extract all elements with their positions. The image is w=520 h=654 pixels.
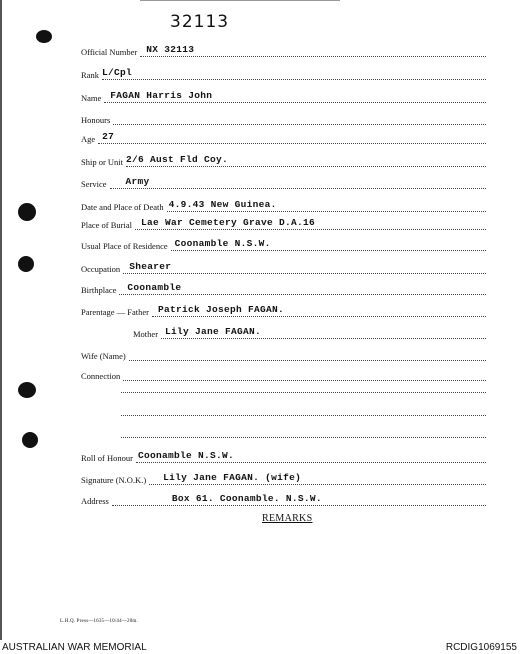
- punch-hole: [22, 432, 38, 448]
- death-value: 4.9.43 New Guinea.: [168, 199, 277, 210]
- death-row: [81, 196, 486, 212]
- field-label: Birthplace: [81, 285, 117, 295]
- age-value: 27: [102, 131, 115, 142]
- punch-hole: [18, 382, 36, 398]
- field-label: Connection: [81, 371, 121, 381]
- field-label: Service: [81, 179, 107, 189]
- handwritten-number: 32113: [170, 12, 230, 32]
- field-label: Parentage — Father: [81, 307, 149, 317]
- connection-row: [81, 365, 486, 381]
- mother-value: Lily Jane FAGAN.: [165, 326, 262, 337]
- official-number-row: [81, 41, 486, 57]
- birthplace-row: [81, 279, 486, 295]
- service-row: [81, 173, 486, 189]
- official-number-value: NX 32113: [146, 44, 195, 55]
- rank-value: L/Cpl: [101, 67, 132, 78]
- field-label: Mother: [133, 329, 159, 339]
- page-edge: [0, 0, 2, 640]
- field-label: Signature (N.O.K.): [81, 475, 147, 485]
- field-label: Ship or Unit: [81, 157, 124, 167]
- field-label: Address: [81, 496, 109, 506]
- age-row: [81, 128, 486, 144]
- field-label: Place of Burial: [81, 220, 132, 230]
- punch-hole: [36, 30, 52, 43]
- field-label: Age: [81, 134, 96, 144]
- field-label: Roll of Honour: [81, 453, 133, 463]
- mother-row: [133, 323, 486, 339]
- field-label: Honours: [81, 115, 111, 125]
- connection-line: [121, 415, 486, 416]
- name-row: [81, 87, 486, 103]
- field-label: Usual Place of Residence: [81, 241, 168, 251]
- connection-line: [121, 437, 486, 438]
- record-id: RCDIG1069155: [445, 642, 517, 653]
- occupation-value: Shearer: [129, 261, 172, 272]
- punch-hole: [18, 203, 36, 221]
- wife-row: [81, 345, 486, 361]
- address-value: Box 61. Coonamble. N.S.W.: [171, 493, 322, 504]
- field-label: Rank: [81, 70, 99, 80]
- ship-unit-row: [81, 151, 486, 167]
- printer-imprint: L.H.Q. Press—1635—10/44—20m.: [60, 619, 138, 624]
- field-label: Official Number: [81, 47, 138, 57]
- top-rule: [140, 0, 340, 1]
- name-value: FAGAN Harris John: [110, 90, 213, 101]
- roll-of-honour-row: [81, 447, 486, 463]
- residence-value: Coonamble N.S.W.: [174, 238, 271, 249]
- signature-row: [81, 469, 486, 485]
- connection-line: [121, 392, 486, 393]
- archive-name: AUSTRALIAN WAR MEMORIAL: [2, 642, 147, 653]
- remarks-heading: REMARKS: [262, 513, 313, 524]
- roll-of-honour-value: Coonamble N.S.W.: [137, 450, 234, 461]
- rank-row: [81, 64, 486, 80]
- birthplace-value: Coonamble: [127, 282, 182, 293]
- field-label: Wife (Name): [81, 351, 126, 361]
- field-label: Name: [81, 93, 102, 103]
- burial-value: Lae War Cemetery Grave D.A.16: [140, 217, 316, 228]
- punch-hole: [18, 256, 34, 272]
- ship-unit-value: 2/6 Aust Fld Coy.: [126, 154, 229, 165]
- residence-row: [81, 235, 486, 251]
- burial-row: [81, 214, 486, 230]
- address-row: [81, 490, 486, 506]
- honours-row: [81, 109, 486, 125]
- service-value: Army: [125, 176, 150, 187]
- field-label: Date and Place of Death: [81, 202, 164, 212]
- occupation-row: [81, 258, 486, 274]
- field-label: Occupation: [81, 264, 121, 274]
- signature-value: Lily Jane FAGAN. (wife): [163, 472, 302, 483]
- father-value: Patrick Joseph FAGAN.: [157, 304, 285, 315]
- father-row: [81, 301, 486, 317]
